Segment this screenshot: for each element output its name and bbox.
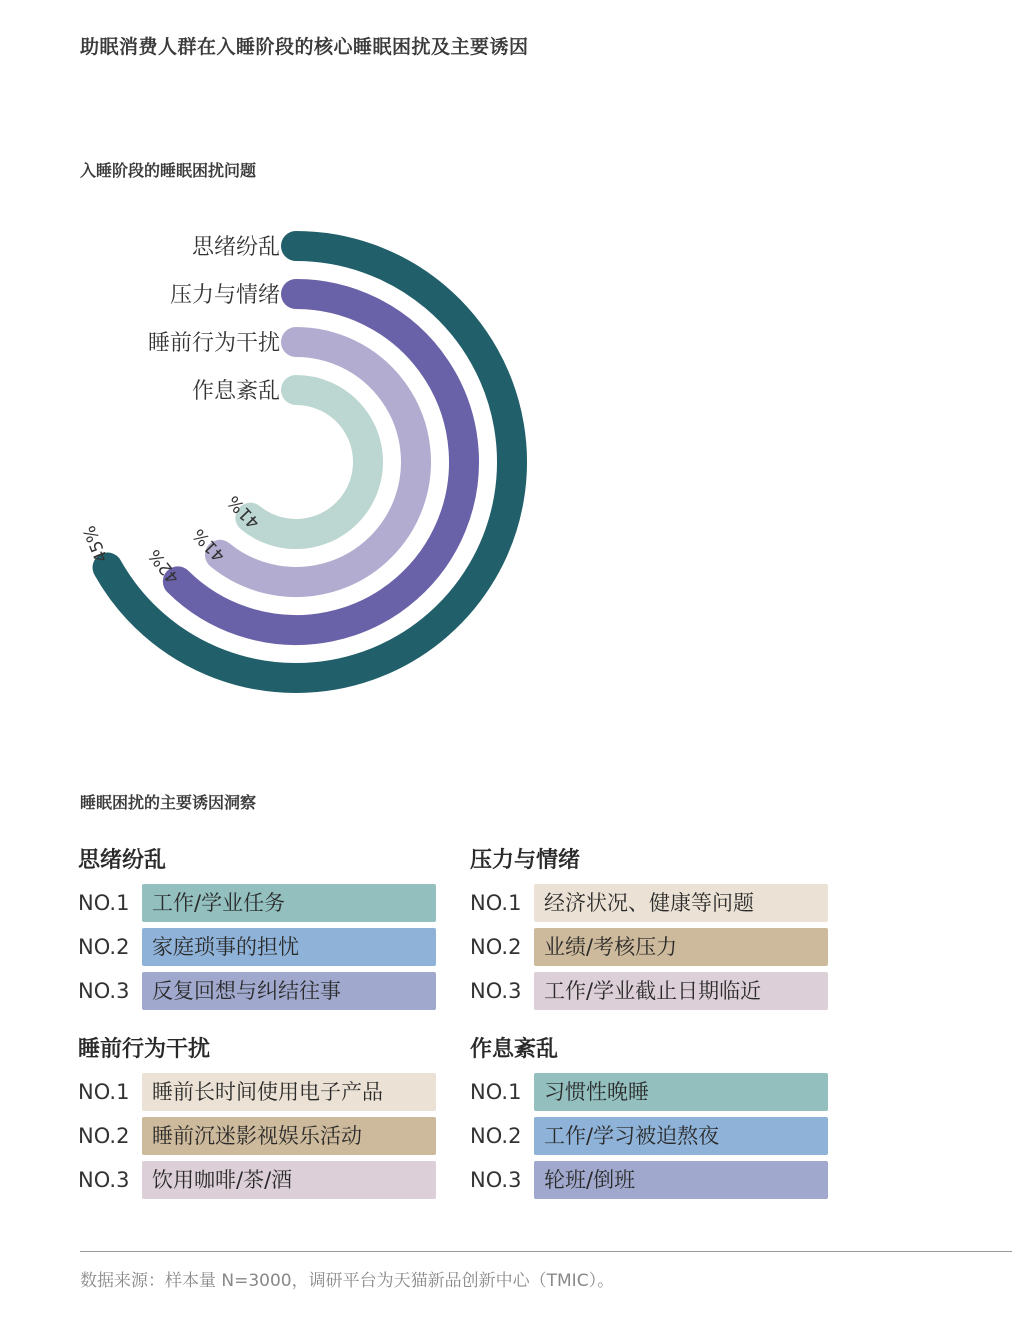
rank-row [78, 1116, 438, 1156]
cause-bar: 饮用咖啡/茶/酒 [142, 1161, 436, 1199]
cause-bar: 经济状况、健康等问题 [534, 884, 828, 922]
cause-bar: 睡前长时间使用电子产品 [142, 1073, 436, 1111]
page-title: 助眠消费人群在入睡阶段的核心睡眠困扰及主要诱因 [80, 36, 529, 58]
rank-label: NO.1 [78, 1080, 130, 1104]
rank-row [470, 1116, 830, 1156]
cause-group [78, 845, 438, 1015]
category-label: 作息紊乱 [191, 379, 280, 404]
group-title: 压力与情绪 [470, 848, 581, 873]
rank-label: NO.2 [78, 1124, 130, 1148]
cause-group [470, 1034, 830, 1204]
cause-bar: 工作/学习被迫熬夜 [534, 1117, 828, 1155]
chart-section-title: 入睡阶段的睡眠困扰问题 [80, 161, 257, 180]
cause-group [470, 845, 830, 1015]
rank-label: NO.2 [470, 935, 522, 959]
cause-bar: 反复回想与纠结往事 [142, 972, 436, 1010]
value-label: 42% [144, 545, 184, 588]
rank-label: NO.1 [470, 891, 522, 915]
rank-row [78, 883, 438, 923]
cause-bar: 轮班/倒班 [534, 1161, 828, 1199]
rank-row [78, 971, 438, 1011]
rank-label: NO.1 [470, 1080, 522, 1104]
rank-label: NO.2 [78, 935, 130, 959]
rank-row [470, 883, 830, 923]
rank-label: NO.3 [78, 979, 130, 1003]
group-title: 睡前行为干扰 [78, 1037, 211, 1062]
cause-bar: 业绩/考核压力 [534, 928, 828, 966]
category-label: 压力与情绪 [169, 283, 280, 308]
group-title: 思绪纷乱 [78, 848, 167, 873]
footer-divider [80, 1251, 1012, 1252]
category-label: 睡前行为干扰 [147, 331, 280, 356]
cause-bar: 工作/学业任务 [142, 884, 436, 922]
cause-bar: 睡前沉迷影视娱乐活动 [142, 1117, 436, 1155]
rank-label: NO.2 [470, 1124, 522, 1148]
rank-row [78, 1072, 438, 1112]
rank-label: NO.3 [470, 1168, 522, 1192]
radial-bar-chart [0, 200, 600, 720]
rank-row [470, 1072, 830, 1112]
cause-group [78, 1034, 438, 1204]
rank-row [78, 927, 438, 967]
cause-bar: 工作/学业截止日期临近 [534, 972, 828, 1010]
rank-label: NO.3 [470, 979, 522, 1003]
group-title: 作息紊乱 [470, 1037, 559, 1062]
rank-label: NO.3 [78, 1168, 130, 1192]
rank-row [78, 1160, 438, 1200]
rank-row [470, 927, 830, 967]
value-label: 45% [79, 522, 113, 566]
causes-section-title: 睡眠困扰的主要诱因洞察 [80, 793, 257, 812]
category-label: 思绪纷乱 [191, 235, 280, 260]
cause-bar: 家庭琐事的担忧 [142, 928, 436, 966]
value-label: 41% [188, 524, 230, 566]
rank-row [470, 1160, 830, 1200]
value-label: 41% [223, 491, 265, 533]
rank-row [470, 971, 830, 1011]
data-source-note: 数据来源：样本量 N=3000，调研平台为天猫新品创新中心（TMIC）。 [80, 1271, 615, 1291]
cause-bar: 习惯性晚睡 [534, 1073, 828, 1111]
rank-label: NO.1 [78, 891, 130, 915]
arc-bar-4 [250, 390, 368, 534]
